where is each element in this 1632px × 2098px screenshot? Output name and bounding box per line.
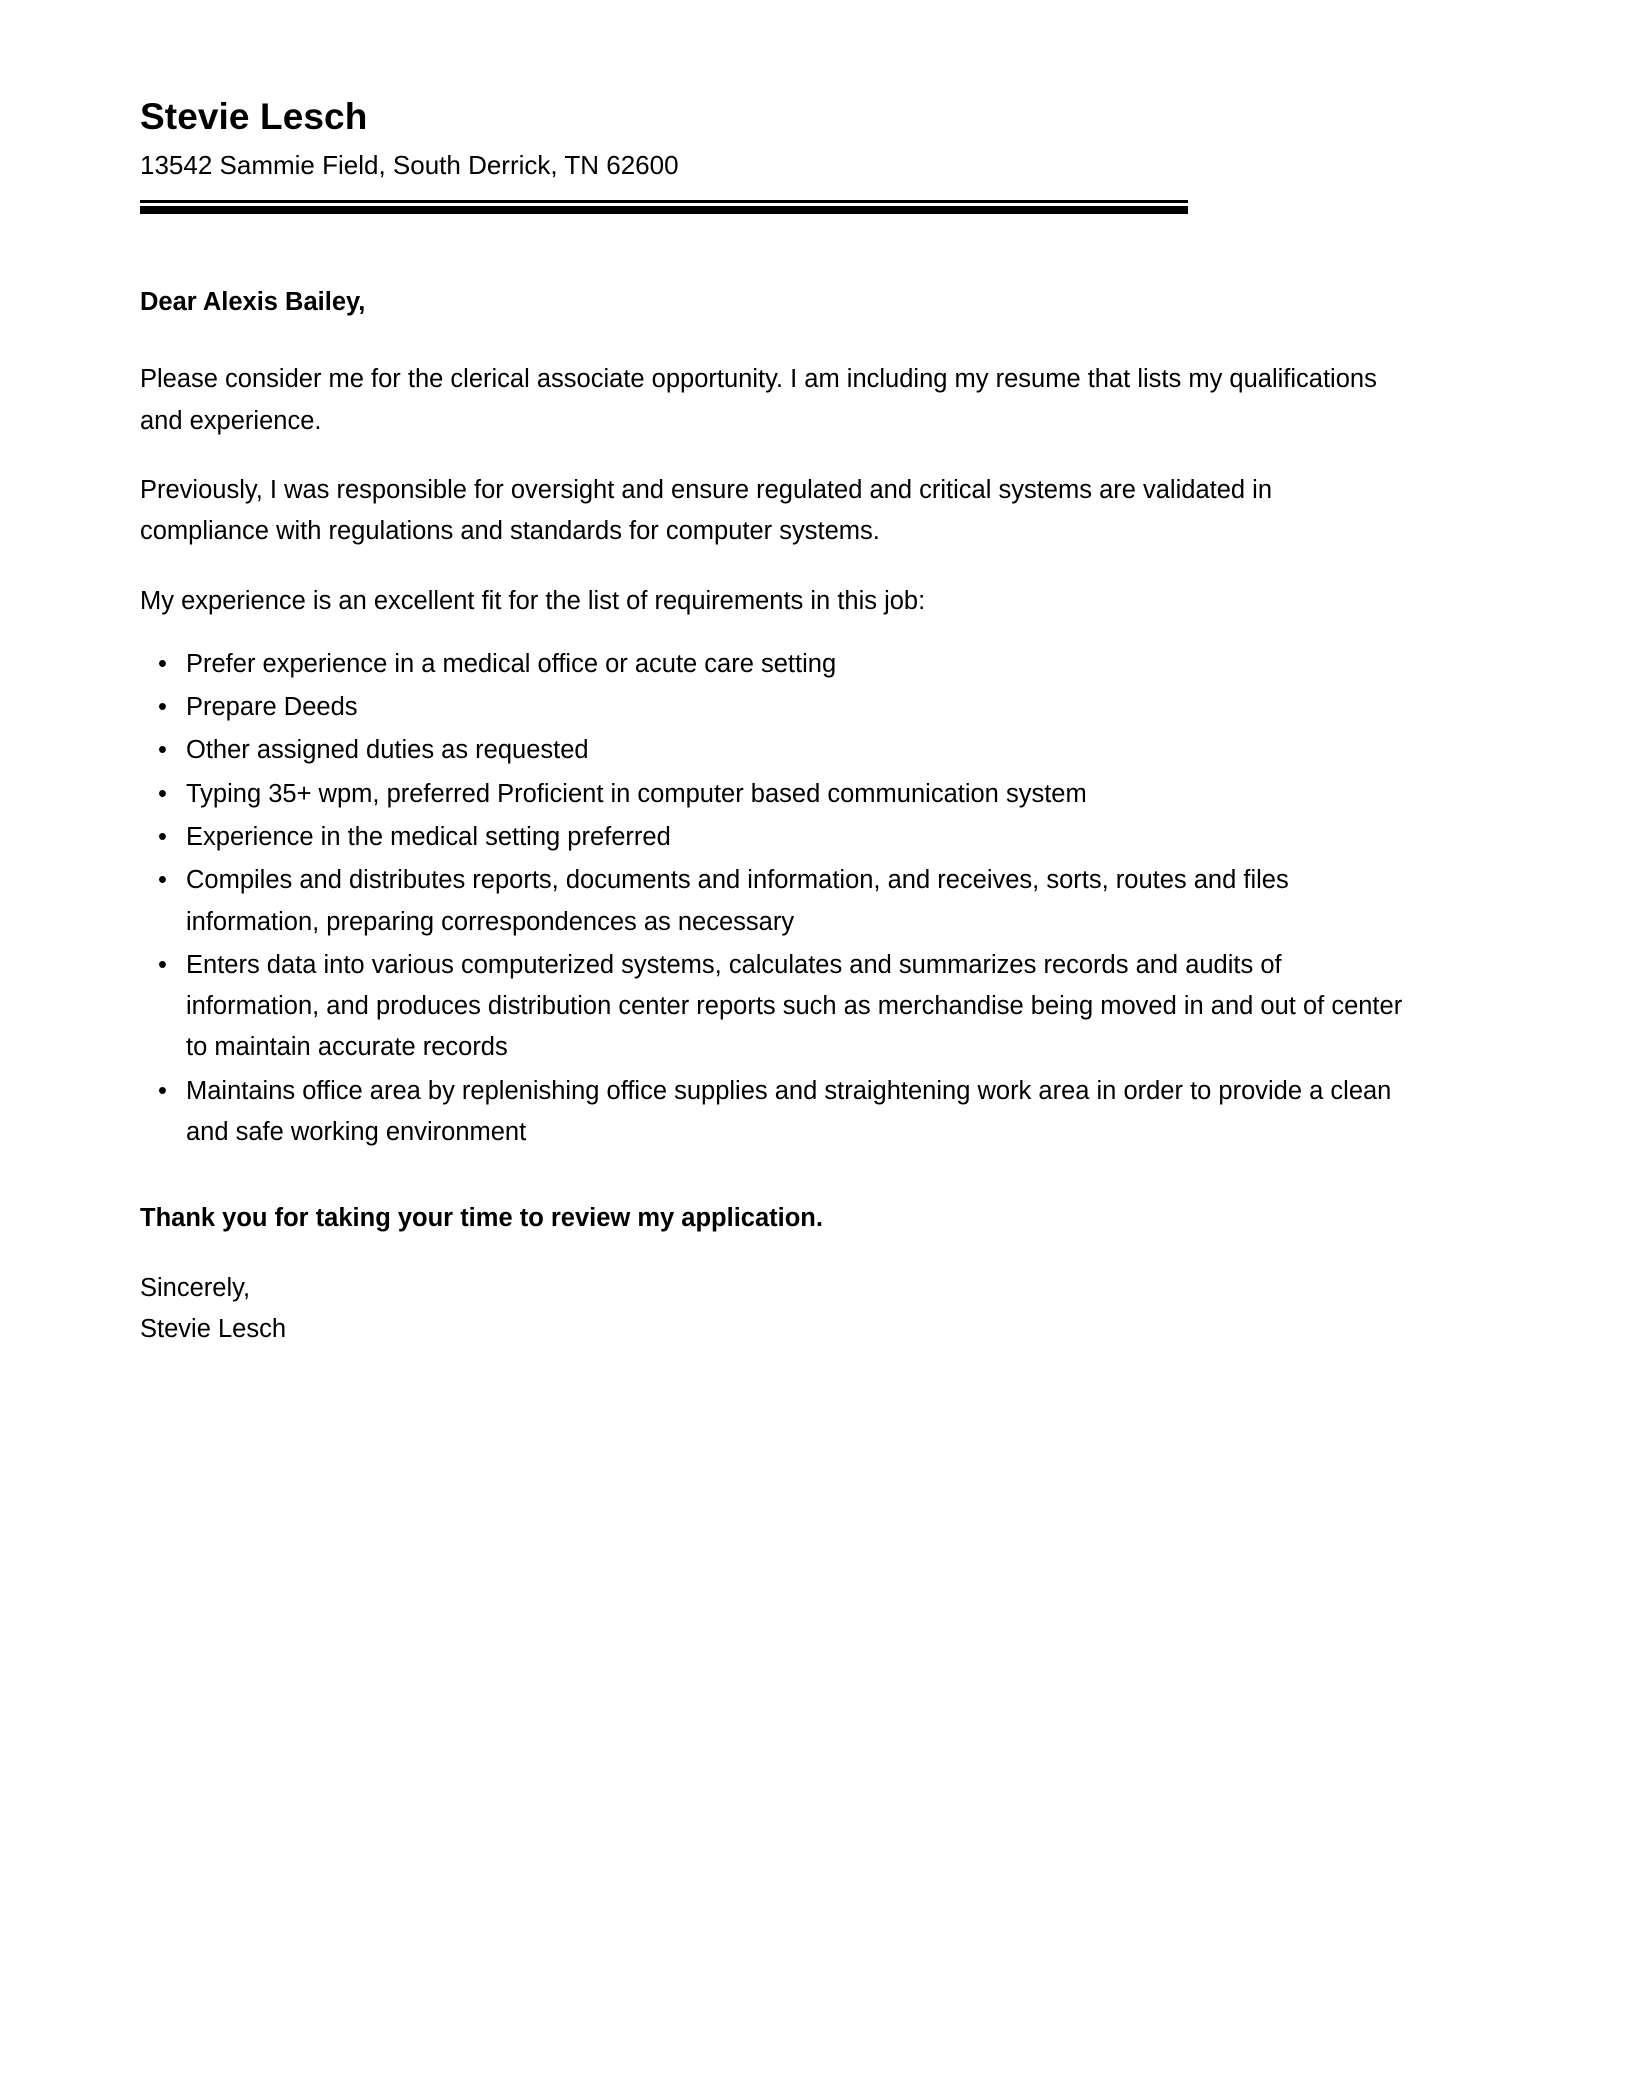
bullet-icon: • xyxy=(158,866,167,895)
list-item xyxy=(140,774,1405,815)
bullet-icon: • xyxy=(158,649,167,678)
requirements-list xyxy=(140,644,1405,1154)
signoff-closing: Sincerely, xyxy=(140,1273,251,1302)
list-item-text: Maintains office area by replenishing office supplies and straightening work area in order to provide a clean and safe working environment xyxy=(186,1076,1392,1147)
header-divider xyxy=(140,200,1188,214)
body-paragraph-1: Please consider me for the clerical associate opportunity. I am including my resume that lists my qualifications and experience. xyxy=(140,365,1377,435)
signature-block xyxy=(140,1268,1405,1351)
divider-thick-line xyxy=(140,206,1188,214)
list-item xyxy=(140,1071,1405,1154)
document-content xyxy=(140,96,1492,1350)
letterhead xyxy=(140,96,1188,214)
list-item xyxy=(140,730,1405,771)
bullet-icon: • xyxy=(158,822,167,851)
list-item-text: Prepare Deeds xyxy=(186,693,358,722)
list-item-text: Enters data into various computerized systems, calculates and summarizes records and audits of information, and produces distribution center reports such as merchandise being moved in and out of center to maintain accurate records xyxy=(186,950,1403,1062)
salutation: Dear Alexis Bailey, xyxy=(140,288,366,317)
bullet-icon: • xyxy=(158,950,167,979)
list-item xyxy=(140,687,1405,728)
bullet-icon: • xyxy=(158,693,167,722)
sender-name: Stevie Lesch xyxy=(140,96,368,137)
list-item xyxy=(140,644,1405,685)
bullet-icon: • xyxy=(158,779,167,808)
bullet-icon: • xyxy=(158,1076,167,1105)
list-item xyxy=(140,945,1405,1069)
list-item-text: Other assigned duties as requested xyxy=(186,736,589,765)
list-item-text: Typing 35+ wpm, preferred Proficient in computer based communication system xyxy=(186,779,1087,808)
list-item xyxy=(140,860,1405,943)
body-paragraph-2: Previously, I was responsible for oversight and ensure regulated and critical systems are validated in compliance with regulations and standards for computer systems. xyxy=(140,475,1273,546)
list-item xyxy=(140,817,1405,858)
thank-you-line: Thank you for taking your time to review my application. xyxy=(140,1204,823,1233)
sender-address: 13542 Sammie Field, South Derrick, TN 62600 xyxy=(140,149,679,180)
requirements-intro: My experience is an excellent fit for the list of requirements in this job: xyxy=(140,586,926,615)
list-item-text: Compiles and distributes reports, documents and information, and receives, sorts, routes and files information, preparing correspondences as necessary xyxy=(186,866,1289,936)
letter-closing xyxy=(140,1199,1405,1350)
bullet-icon: • xyxy=(158,736,167,765)
letter-body xyxy=(140,284,1405,1350)
list-item-text: Prefer experience in a medical office or acute care setting xyxy=(186,649,837,678)
signoff-name: Stevie Lesch xyxy=(140,1314,287,1343)
list-item-text: Experience in the medical setting preferred xyxy=(186,822,671,851)
